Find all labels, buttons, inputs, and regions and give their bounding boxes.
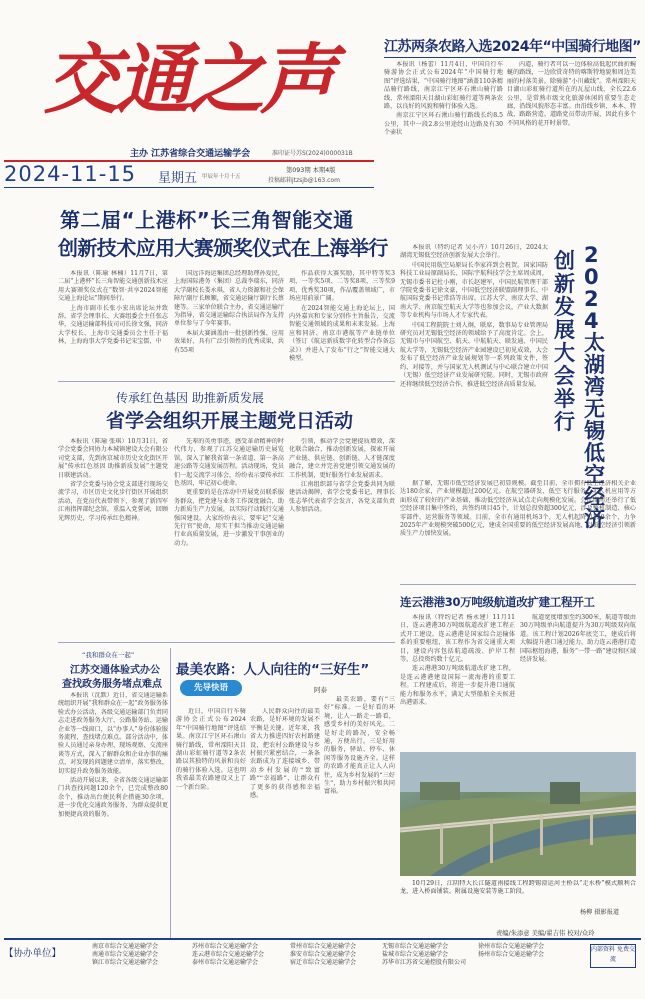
main-story-p5: 作品获得大赛奖励，其中特等奖3项、一等奖5项、二等奖8项、三等奖9项、优秀奖30项，作品覆盖领域广，市场应用前景广阔。	[289, 270, 395, 303]
top-story-col1	[384, 61, 503, 201]
top-story-p2: 南京江宁区环石湫山骑行路线长约8.5公里，其中一段2.8公里途经山边路及有30个壶状	[384, 112, 503, 137]
masthead-email: 投稿邮箱jtzsjb@163.com	[268, 177, 340, 184]
footer-item: 盐城市综合交通运输学会	[382, 951, 449, 958]
footer-item: 苏州市综合交通运输学会	[192, 943, 259, 950]
party-story-p2: 省学会党委与协会党支部进行现场交流学习，市区历史文化步行街区开展组织活动，在党员代表带领下，参观了新四军江南指挥部纪念馆，重温入党誓词，回顾光辉历史，学习传承红色精神。	[58, 481, 168, 522]
brief-story-headline-2: 查找政务服务堵点难点	[62, 679, 162, 690]
masthead-weekday: 星期五	[158, 171, 198, 186]
main-story-p3: 国远洋海运集团总经理助理孙爱民，上海国际港务（集团）总裁李瑞东，同济大学副校长娄永琪，省人力资源和社会保障厅副厅长顾顺，省交通运输厅副厅长蔡建等。三家单位联合主办，省交通运输厅为指导，省交通运输综合执法局作为支持单位参与了今年赛事。	[174, 270, 284, 328]
party-story-p5: 引领，推动学会党建提质增效，深化联合融合，推动创新发展，探索开展产业链、供应链、创新链、人才链深度融合，建立并完善党建引领交通发展的工作机制，更好服务行业发展需求。	[289, 438, 395, 479]
main-story-headline-1: 第二届“上港杯”长三角智能交通	[60, 208, 354, 232]
footer-item: 南京市综合交通运输学会	[92, 943, 159, 950]
main-story-col1	[58, 270, 168, 378]
main-story-p1: 本报讯（陈瑜 林楠）11月7日，第二届“上港杯”长三角智能交通创新技术应用大赛颁奖仪式在“数智·共享2024智能交通上海论坛”期间举行。	[58, 270, 168, 303]
side-story-p1: 中国民用航空局原局长李家祥到会祝贺。国家国防科技工业局原副局长、国际宇航科技学会主席周成周，无锡市委书记杜小刚，市长赵建军，中国民航管理干部学院党委书记徐文豪，中国低空经济联盟副理事长、中航国际党委书记常浩等出席。江苏大学、南京大学、湖南大学、南京航空航天大学等也参加会议，产业大数据等专业机构与市场人才专家代表。	[400, 261, 548, 320]
footer-col3	[290, 943, 382, 967]
essay-p3: 最美农路，要有“三好”标准。一是好看的环境，让人一路走一路看，感受乡村的美好风光。二是好走的路况，安全畅通，方便出行。三是好用的服务，驿站、停车、休闲等服务设施齐全。这样的农路才能真正让人人向往，成为乡村发展的“三好生”，助力乡村振兴和共同富裕。	[324, 696, 395, 796]
main-story-p2: 上海市副市长张小宏出席论坛并致辞。省学会理事长、大赛组委会主任张志华，交通运输部科技司司长徐文强，同济大学校长、上海市交通委员会主任于福林，上海海事大学党委书记宋宝儒，中	[58, 304, 168, 346]
footer-item: 常州市综合交通运输学会	[290, 943, 357, 950]
side-story-byline: 本报讯（特约记者 吴小卉）10月26日，2024太湖湾无锡低空经济创新发展大会举行。	[400, 244, 548, 260]
footer-col5	[478, 943, 574, 959]
lianyungang-p3: 航道宽度增加至约300米，航道等级由30万吨级单向航道提升为30万吨级双向航道。该工程计划2026年底完工，建成后将大幅提升港口通过能力，助力连云港港打造国际枢纽海港，服务“一带一路”建设和区域经济发展。	[520, 614, 636, 664]
essay-col3	[324, 696, 395, 938]
top-story-rule	[384, 57, 636, 58]
essay-headline: 最美农路：人人向往的“三好生”	[176, 662, 370, 678]
main-story-p4: 本届大赛涵盖由一批创新性强、应用效果好、具有广泛引领性的优秀成果，共有55项	[174, 329, 284, 354]
top-story-p1: 本报讯（杨蕾）11月4日，中国自行车骑游协会正式公布2024年“中国骑行地图”评选结果，“中国骑行地图”涵盖110条精品骑行路线，南京江宁区环石湫山骑行路线、常州溧阳天目湖山彩虹骑行道等两条农路，以良好的风貌和骑行体验入选。	[384, 61, 503, 111]
lianyungang-col2	[520, 614, 636, 750]
side-story-p3: 据了解，无锡市低空经济发展已初显规模。截至目前，全市拥有低空经济相关企业达180余家，产业规模超过200亿元。在航空器研发、低空飞行服务、无人机应用等方面形成了较好的产业基础，推动低空经济从试点走向规模化发展。会议期间还举行了低空经济项目集中签约，共签约项目45个，计划总投资超300亿元，涉及整机制造、核心零部件、运营服务等领域。目前，全市有通用机场3个，无人机起降点120余个，力争2025年产业规模突破500亿元，建成全国重要的低空经济发展高地，以低空经济引领新质生产力加快发展。	[400, 480, 636, 538]
side-story-headline-sub: 2024太湖湾无锡低空经济	[584, 243, 605, 531]
brief-story-vrule	[170, 648, 171, 938]
essay-author: 阿泰	[314, 686, 327, 694]
party-story-col2	[174, 438, 284, 638]
masthead-lunar: 甲辰年十月十五	[202, 174, 241, 180]
footer-item: 镇江市综合交通运输学会	[92, 959, 159, 966]
brief-story-kicker: “我和群众在一起”	[82, 651, 135, 659]
top-story-headline: 江苏两条农路入选2024年“中国骑行地图”	[384, 39, 641, 55]
side-story-p2: 中国工程院院士刘人炯，联席，数事局专业管理局研究员对无锡低空经济的领域给予了高度肯定。会上，无锡市与中国航空、航天、中航航天、联发通、中国民航大学等，无锡低空经济产业园建设已初见成效，大会发布了低空经济产业发展规划等一系列政策文件，签约、对接等，并与国家无人机测试与中心联合建立中国（无锡）低空经济产业发展研究院。同时，无锡市政府还将继续低空经济合作，推进低空经济高质量发展。	[400, 321, 548, 388]
editor-credits: 责编/朱添意 美编/翟吉伟 校对/众玲	[496, 930, 595, 937]
footer-item: 徐州市综合交通运输学会	[478, 943, 545, 950]
party-story-p6: 江南组织部与省学会党委共同为联建活动揭牌，省学会党委书记、理事长张志华代表省学会发言，各党支部负责人参加活动。	[289, 481, 395, 514]
footer-item: 淮安市综合交通运输学会	[290, 951, 357, 958]
essay-p2: 人民群众向往的最美农路，是好环境的发展不平衡是关键。近年来，我省大力推进四好农村路建设，把农村公路建设与乡村振兴紧密结合，一条条农路成为了连接城乡、带动乡村发展的“致富路”“幸福路”，让群众有了更多的获得感和幸福感。	[250, 708, 320, 800]
news-photo-bridge	[400, 752, 636, 876]
masthead-date: 2024-11-15	[4, 162, 137, 186]
essay-badge-label: 先导快语	[193, 683, 228, 693]
party-story-col1	[58, 438, 168, 638]
main-story-col3	[289, 270, 395, 378]
main-story-p6: 在2024智能交通上海论坛上，国内外嘉宾和专家分别作主旨报告，交流智能交通领域的成果和未来发展。上海应和同济、南京市港航等产业链单位（签订《航运新质数字化转型合作备忘录》）并进入了发布“行之”智能交通大模型。	[289, 304, 395, 363]
footer-item: 宿迁市综合交通运输学会	[290, 959, 357, 966]
essay-col2	[250, 708, 320, 938]
side-story-rule	[400, 584, 636, 585]
top-story-col2	[507, 61, 636, 201]
brief-story-col	[58, 692, 168, 938]
main-story-rule	[58, 381, 395, 382]
footer-label: 【协办单位】	[4, 948, 62, 959]
footer-col2	[192, 943, 292, 967]
footer-item: 苏华市江苏省交通控股有限公司	[382, 959, 467, 966]
footer-item: 连云港市综合交通运输学会	[192, 951, 265, 958]
party-story-kicker: 传承红色基因 助推新质发展	[116, 391, 264, 405]
side-story-col-lower	[400, 480, 636, 580]
lianyungang-p2: 连云港港30万吨级航道改扩建工程，是连云港港建设国际一流海港的重要工程。工程建成后，将进一步提升港口通航能力和服务水平，满足大型船舶全天候进出港需求。	[400, 665, 515, 707]
party-story-p4: 更重要的是在活动中开展党员联系服务群众，把党建与业务工作深度融合，助力新质生产力发展，以实际行动践行交通强国建设。大家纷纷表示，要牢记“交通先行官”使命，用实干担当推动交通运输行业高质量发展，进一步激发干事创业的动力。	[174, 489, 284, 547]
lianyungang-p1: 本报讯（特约记者 杨永建）11月11日，连云港港30万吨级航道改扩建工程正式开工建设。连云港港是国家综合运输体系的重要枢纽，该工程作为省交通重大项目，建设内容包括航道疏浚、护岸工程等，总投资约数十亿元。	[400, 614, 515, 664]
masthead-sponsor: 主办 江苏省综合交通运输学会	[130, 149, 251, 159]
essay-col1	[176, 708, 246, 938]
bridge-illustration	[400, 752, 636, 876]
side-story-headline: 创新发展大会举行	[554, 249, 575, 434]
footer-item: 南通市综合交通运输学会	[92, 951, 159, 958]
party-story-rule	[58, 642, 395, 643]
footer-item: 扬州市综合交通运输学会	[478, 951, 545, 958]
footer-col1	[92, 943, 192, 967]
party-story-p3: 先辈的英勇事迹，感受革命精神的时代伟力，参观了江苏交通运输历史展览馆，深入了解我省第一条省道、第一条高速公路等交通发展历程。活动现场，党员们一起交流学习体会，纷纷表示要传承红色基因，牢记初心使命。	[174, 438, 284, 488]
essay-badge	[180, 680, 242, 696]
brief-story-p2: 活动开展以来，全省各级交通运输部门共查找问题120余个，已完成整改80余个，推动出台便民利企措施30余项，进一步优化交通政务服务，为群众提供更加便捷高效的服务。	[58, 777, 168, 818]
brief-story-headline-1: 江苏交通体验式办公	[70, 665, 160, 676]
masthead-rule-bottom	[4, 187, 374, 188]
footer-note	[590, 944, 636, 968]
main-story-headline-2: 创新技术应用大赛颁奖仪式在上海举行	[58, 236, 388, 260]
footer-rule	[4, 938, 641, 940]
party-story-headline: 省学会组织开展主题党日活动	[106, 410, 354, 432]
party-story-col3	[289, 438, 395, 638]
masthead-reg: 准印证号苏S(2024)000031B	[272, 150, 353, 157]
main-story-col2	[174, 270, 284, 378]
photo-caption-text: 10月29日，江阴特大长江隧道南接线工程跨锡澄运河主桥以“走水桥”模式顺利合龙，进入桥面铺装、附属设施安装等施工阶段。	[400, 880, 636, 896]
masthead-title: 交通之声	[44, 35, 332, 124]
brief-story-p1: 本报讯（沈默）近日，省交通运输系统组织开展“我和群众在一起”政务服务体验式办公活动，各级交通运输部门负责同志走进政务服务大厅、公路服务站、运输企业等一线窗口，以“办事人”身份体验服务流程，查找堵点难点。部分活动中，体验人员通过亲身办理、现场观察、交流座谈等方式，深入了解群众和企业办事的痛点，对发现的问题建立清单，落实整改，切实提升政务服务效能。	[58, 692, 168, 775]
footer-col4	[382, 943, 478, 967]
essay-p1: 近日，中国自行车骑游协会正式公布2024年“中国骑行地图”评选结果。南京江宁区环石湫山骑行路线，常州溧阳天目湖山彩虹骑行道等2条农路以其独特的风景和良好的骑行体验入选。这也明我省最美农路建设又上了一个新台阶。	[176, 708, 246, 791]
lianyungang-headline: 连云港港30万吨级航道改扩建工程开工	[400, 595, 595, 609]
footer-note-text: 内部资料 免费交流	[591, 946, 635, 963]
masthead-issue: 第093期 本期4版	[286, 167, 336, 174]
footer-item: 泰州市综合交通运输学会	[192, 959, 259, 966]
footer-item: 无锡市综合交通运输学会	[382, 943, 449, 950]
party-story-p1: 本报讯（陈瑜 张琪）10月31日，省学会党委会同协力本城镇建设大会有限公司党支部，先到南京城市历史文化街区开展“传承红色基因 助推新质发展”主题党日联建活动。	[58, 438, 168, 479]
top-story-p3: 内道，骑行者可以一边体验高低起伏曲折蜿蜒的路线，一边欣赏奇特的喀斯特地貌和周边美丽的村落美景。除骑游“小川藏线”。常州溧阳天目湖山彩虹骑行道所在的瓦屋山线，全长22.6公里，是常熟市级文化旅游休闲的重要生态走廊，沿线风貌形态丰富。由沿线乡镇、本本、特战、路路营造。道路党员带动开展，因此有多个不同风格的花开时景带。	[507, 61, 636, 127]
lianyungang-col1	[400, 614, 515, 750]
photo-credit: 杨柳 摄影报道	[580, 909, 620, 916]
